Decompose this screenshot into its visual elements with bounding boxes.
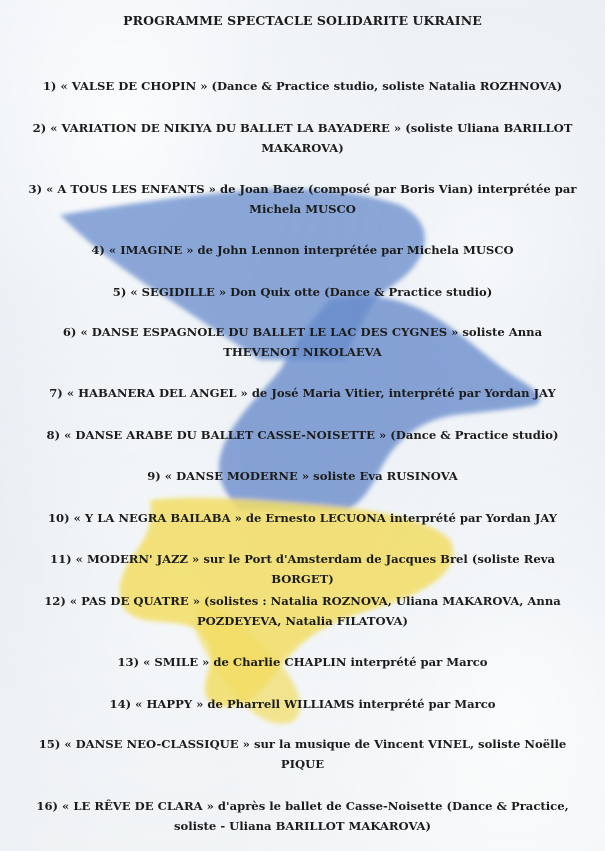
programme-item-line: 13) « SMILE » de Charlie CHAPLIN interprété par Marco (117, 655, 488, 669)
programme-item (20, 282, 585, 302)
programme-item-line: 9) « DANSE MODERNE » soliste Eva RUSINOVA (147, 469, 458, 483)
programme-item (20, 796, 585, 836)
programme-item-line: THEVENOT NIKOLAEVA (223, 345, 382, 359)
programme-item (20, 76, 585, 96)
programme-item (20, 240, 585, 260)
programme-item-line: 2) « VARIATION DE NIKIYA DU BALLET LA BAYADERE » (soliste Uliana BARILLOT (32, 121, 573, 135)
programme-item (20, 118, 585, 158)
programme-item (20, 549, 585, 589)
programme-item-line: POZDEYEVA, Natalia FILATOVA) (196, 614, 409, 628)
programme-item-line: 16) « LE RÊVE DE CLARA » d'après le ballet de Casse-Noisette (Dance & Practice, (36, 799, 569, 813)
programme-item-line: 12) « PAS DE QUATRE » (solistes : Natalia ROZNOVA, Uliana MAKAROVA, Anna (44, 594, 561, 608)
programme-item (20, 383, 585, 403)
programme-item-line: 6) « DANSE ESPAGNOLE DU BALLET LE LAC DES CYGNES » soliste Anna (62, 325, 543, 339)
programme-item-line: 5) « SEGIDILLE » Don Quix otte (Dance & Practice studio) (112, 285, 493, 299)
programme-item (20, 591, 585, 631)
programme-item-line: 3) « A TOUS LES ENFANTS » de Joan Baez (composé par Boris Vian) interprétée par (28, 182, 577, 196)
programme-item (20, 425, 585, 445)
programme-item (20, 694, 585, 714)
programme-item-line: 14) « HAPPY » de Pharrell WILLIAMS interprété par Marco (109, 697, 496, 711)
programme-item-line: 4) « IMAGINE » de John Lennon interprétée par Michela MUSCO (91, 243, 514, 257)
programme-item (20, 322, 585, 362)
programme-item-line: Michela MUSCO (249, 202, 356, 216)
programme-item-line: 8) « DANSE ARABE DU BALLET CASSE-NOISETTE » (Dance & Practice studio) (46, 428, 559, 442)
programme-item-line: 10) « Y LA NEGRA BAILABA » de Ernesto LECUONA interprété par Yordan JAY (47, 511, 558, 525)
programme-item-line: 11) « MODERN' JAZZ » sur le Port d'Amsterdam de Jacques Brel (soliste Reva BORGET) (50, 552, 555, 586)
programme-item-line: 7) « HABANERA DEL ANGEL » de José Maria Vitier, interprété par Yordan JAY (49, 386, 556, 400)
programme-item (20, 734, 585, 774)
programme-item-line: MAKAROVA) (261, 141, 344, 155)
programme-item (20, 652, 585, 672)
programme-item-line: 15) « DANSE NEO-CLASSIQUE » sur la musique de Vincent VINEL, soliste Noëlle (38, 737, 567, 751)
programme-item-line: 1) « VALSE DE CHOPIN » (Dance & Practice studio, soliste Natalia ROZHNOVA) (42, 79, 563, 93)
programme-item-line: soliste - Uliana BARILLOT MAKAROVA) (173, 819, 432, 833)
programme-item-line: PIQUE (280, 757, 325, 771)
programme-item (20, 179, 585, 219)
programme-item (20, 508, 585, 528)
programme-item (20, 466, 585, 486)
page-title: PROGRAMME SPECTACLE SOLIDARITE UKRAINE (123, 13, 482, 28)
